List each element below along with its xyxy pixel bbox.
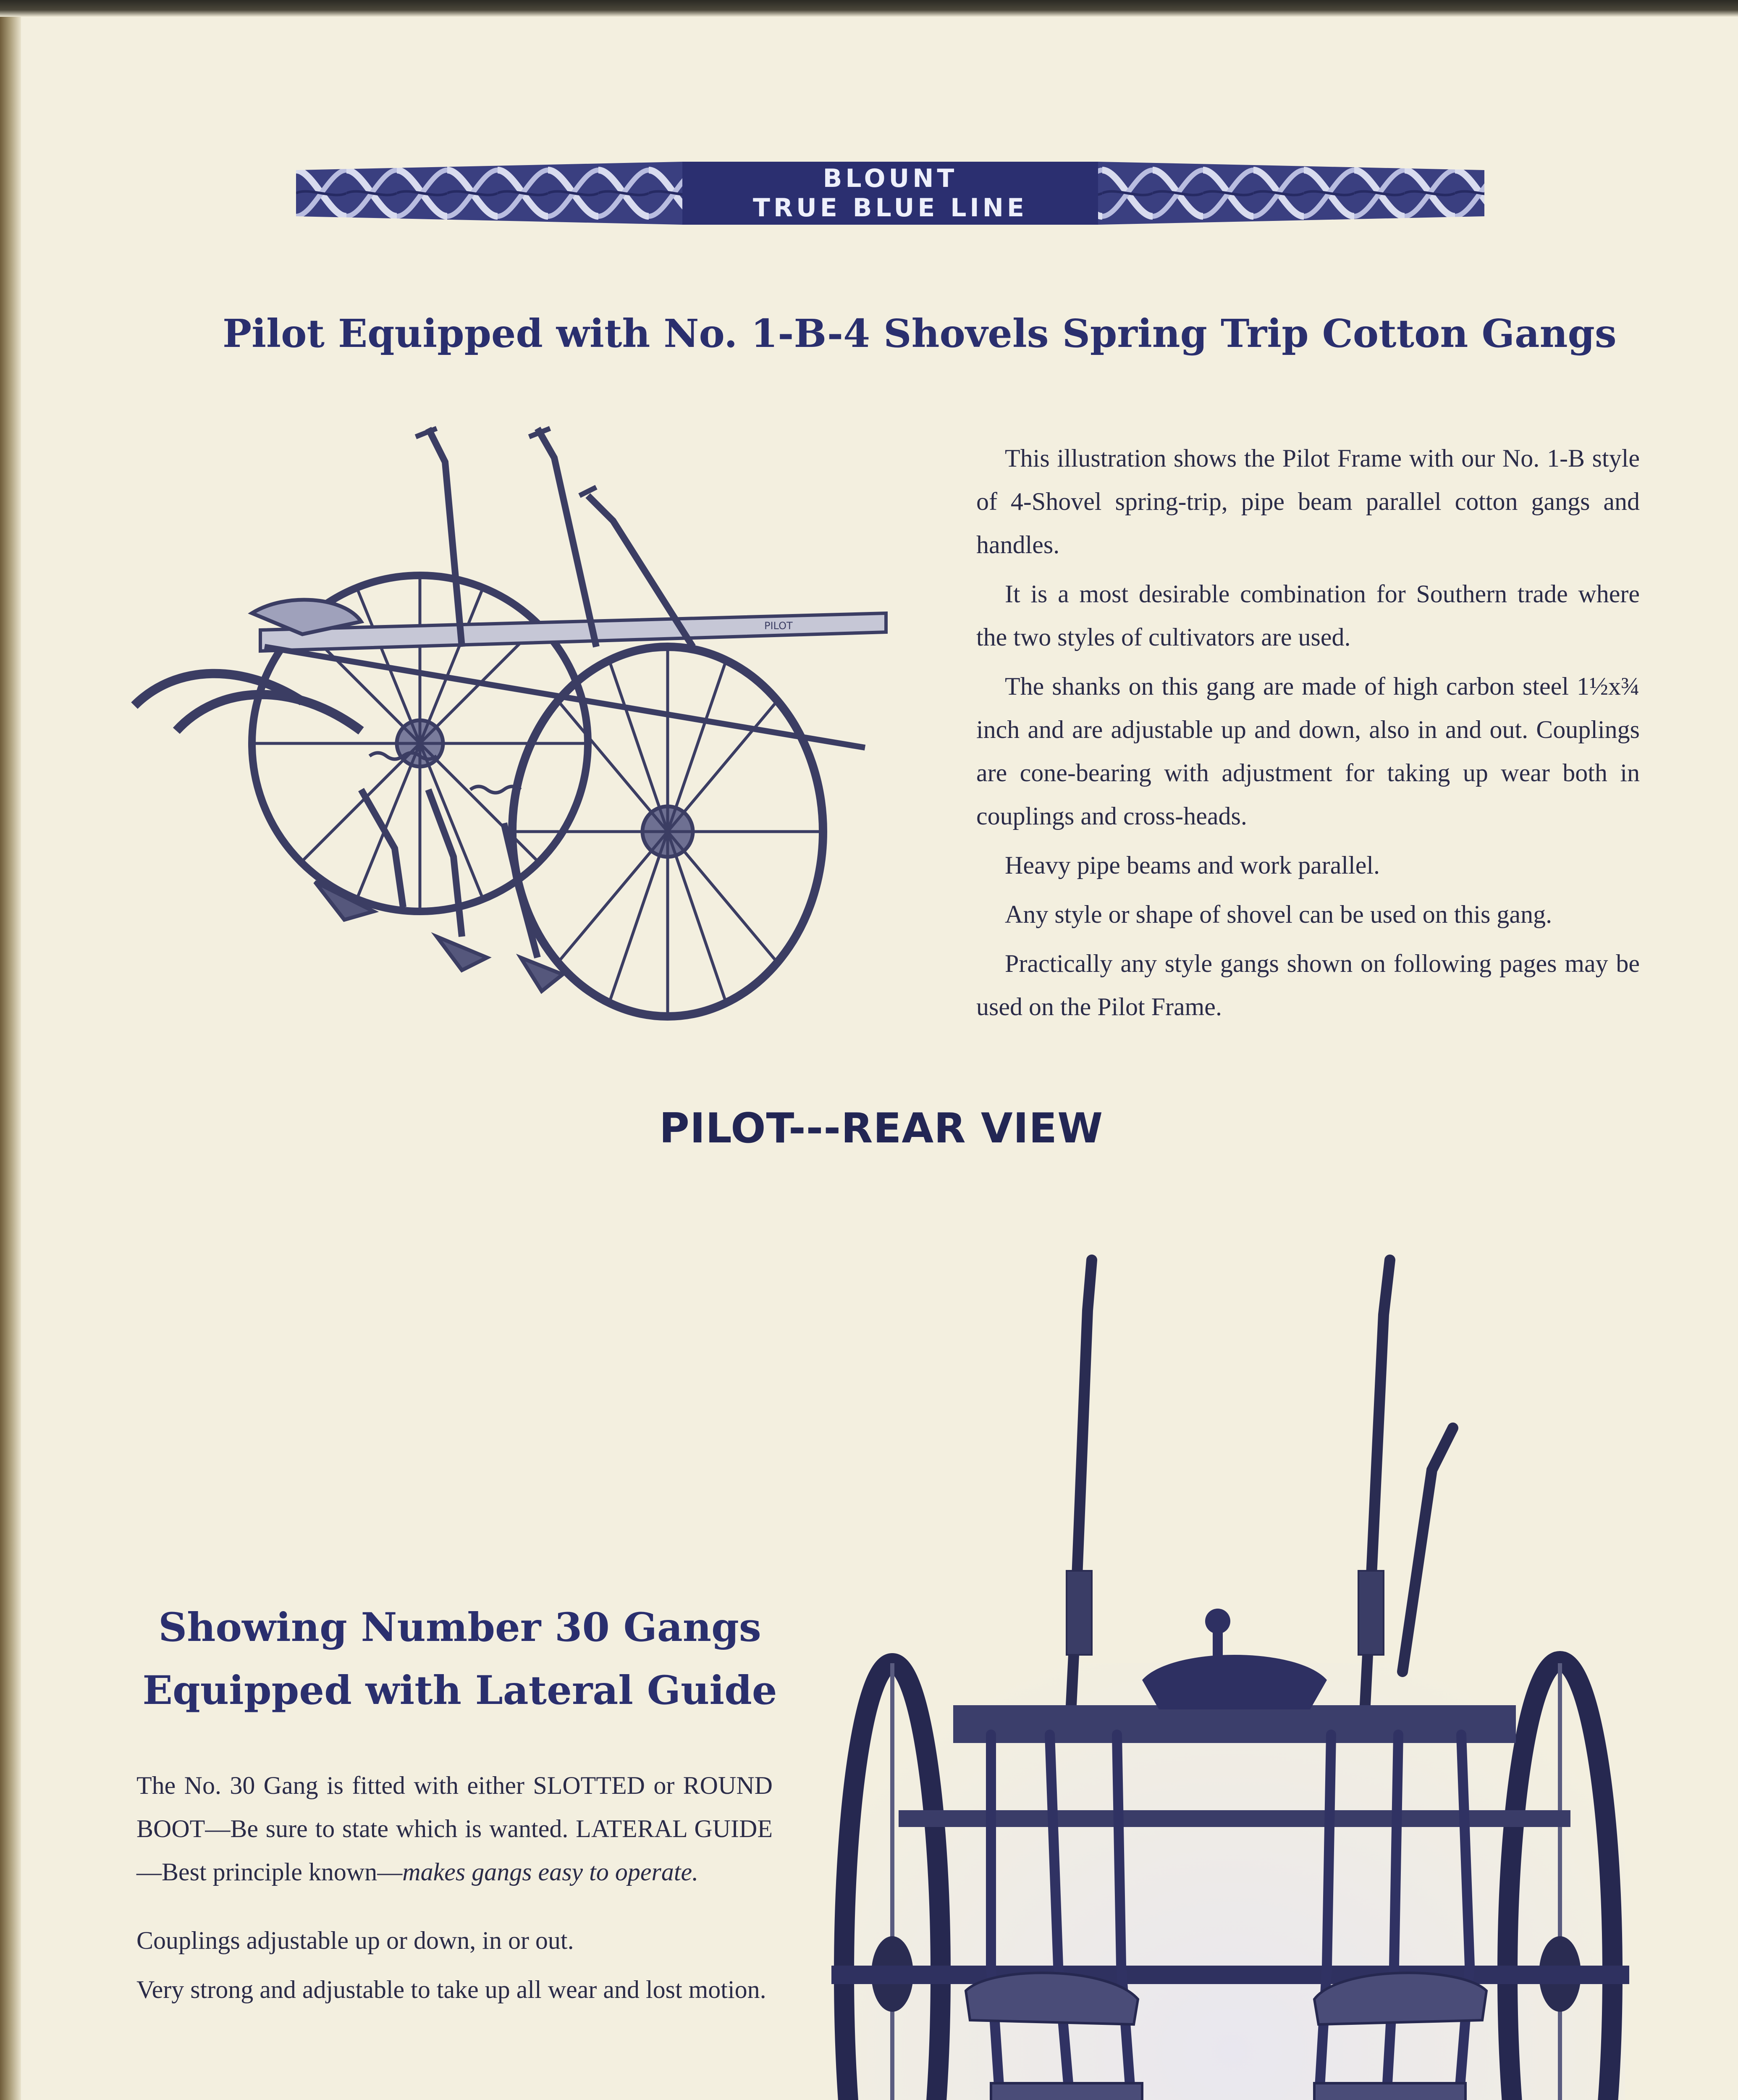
description-paragraph: Practically any style gangs shown on following pages may be used on the Pilot Frame.: [976, 950, 1640, 1021]
banner-line-2: TRUE BLUE LINE: [753, 193, 1028, 223]
page-binding-edge: [0, 0, 21, 2100]
gang-paragraph-1: [136, 1764, 773, 1894]
pilot-frame-rear-photo: [815, 1252, 1646, 2100]
description-paragraph: It is a most desirable combination for Southern trade where the two styles of cultivators are used.: [976, 580, 1640, 651]
banner-line-1: BLOUNT: [823, 164, 958, 193]
gang-paragraph-2: Couplings adjustable up or down, in or out.: [136, 1927, 574, 1954]
section-heading-line-1: Showing Number 30 Gangs: [158, 1604, 761, 1651]
page-top-edge: [0, 0, 1738, 17]
banner-text: [691, 162, 1090, 225]
description-paragraph: Any style or shape of shovel can be used on this gang.: [1005, 900, 1552, 928]
gang-paragraph-1-text: The No. 30 Gang is fitted with either SLOTTED or ROUND BOOT—Be sure to state which is wanted. LATERAL GUIDE—Best principle known—: [136, 1772, 773, 1886]
gang-paragraph-3: Very strong and adjustable to take up all wear and lost motion.: [136, 1976, 766, 2003]
section-heading-line-2: Equipped with Lateral Guide: [142, 1667, 777, 1714]
section-heading: [134, 1596, 785, 1722]
pilot-description: [976, 437, 1640, 1034]
plate-label-pilot: PILOT: [764, 620, 793, 632]
gang-paragraph-1-italic: makes gangs easy to operate.: [402, 1858, 699, 1886]
caption-pilot-rear-view: PILOT---REAR VIEW: [659, 1105, 1104, 1152]
description-paragraph: This illustration shows the Pilot Frame with our No. 1-B style of 4-Shovel spring-trip, pipe beam parallel cotton gangs and handles.: [976, 444, 1640, 559]
gang-description: [136, 1764, 773, 2017]
pilot-cultivator-illustration: [126, 412, 924, 1042]
description-paragraph: Heavy pipe beams and work parallel.: [1005, 851, 1380, 879]
page-title: Pilot Equipped with No. 1-B-4 Shovels Spring Trip Cotton Gangs: [223, 311, 1617, 356]
blount-banner: [296, 162, 1484, 225]
description-paragraph: The shanks on this gang are made of high carbon steel 1½x¾ inch and are adjustable up and down, also in and out. Couplings are cone-bearing with adjustment for taking up wear both in couplings and cross-heads.: [976, 672, 1640, 830]
